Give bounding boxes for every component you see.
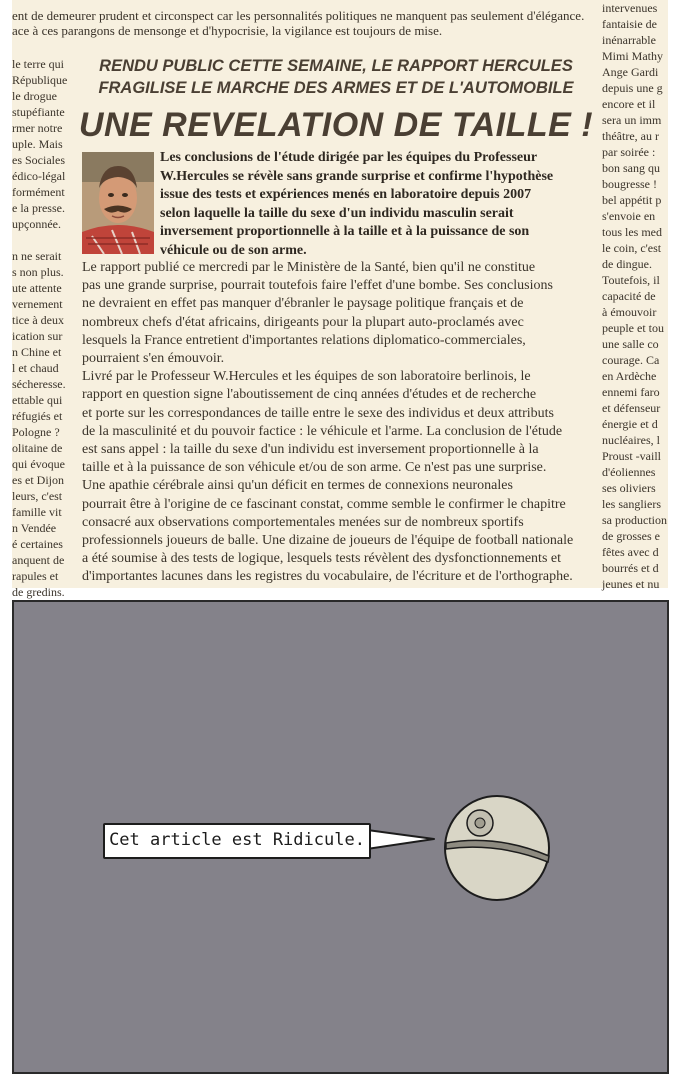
- top-clip-text: [12, 8, 599, 38]
- right-column-line: bel appétit p: [602, 193, 662, 207]
- lead-line: selon laquelle la taille du sexe d'un individu masculin serait: [160, 205, 514, 221]
- speech-bubble: [103, 823, 371, 859]
- left-column-line: s non plus.: [12, 265, 64, 279]
- left-column-line: ettable qui: [12, 393, 63, 407]
- right-column-line: bougresse !: [602, 177, 657, 191]
- speech-bubble-tail: [360, 826, 440, 856]
- left-column-line: leurs, c'est: [12, 489, 63, 503]
- body-line: ne devraient en effet pas manquer d'ébranler le paysage politique français et de: [82, 296, 524, 312]
- body-line: a été soumise à des tests de logique, lesquels tests révèlent des dysfonctionnements et: [82, 551, 561, 567]
- speech-text: Cet article est Ridicule.: [109, 830, 365, 850]
- body-line: pas une grande surprise, pourrait toutefois faire l'effet d'une bombe. Ses conclusions: [82, 278, 553, 294]
- right-column-line: de dingue.: [602, 257, 652, 271]
- left-column-line: rmer notre: [12, 121, 63, 135]
- left-column-text: [12, 56, 68, 600]
- left-column-line: n Chine et: [12, 345, 62, 359]
- right-column-line: s'envoie en: [602, 209, 656, 223]
- left-column-line: édico-légal: [12, 169, 66, 183]
- left-column-line: sécheresse.: [12, 377, 66, 391]
- right-column-line: à émouvoir: [602, 305, 657, 319]
- left-column-line: tice à deux: [12, 313, 64, 327]
- left-column-line: ute attente: [12, 281, 62, 295]
- headline: UNE REVELATION DE TAILLE !: [78, 106, 594, 144]
- kicker-line-1: RENDU PUBLIC CETTE SEMAINE, LE RAPPORT HERCULES: [99, 57, 573, 75]
- left-column-line: anquent de: [12, 553, 65, 567]
- body-line: Le rapport publié ce mercredi par le Ministère de la Santé, bien qu'il ne constitue: [82, 260, 536, 275]
- left-column-line: es et Dijon: [12, 473, 64, 487]
- top-clip-line: ace à ces parangons de mensonge et d'hypocrisie, la vigilance est toujours de mise.: [12, 23, 443, 38]
- left-column-line: formément: [12, 185, 65, 199]
- right-column-line: théâtre, au r: [602, 129, 659, 143]
- right-column-line: par soirée :: [602, 145, 656, 159]
- left-column-line: olitaine de: [12, 441, 63, 455]
- lead-line: véhicule ou de son arme.: [160, 242, 307, 258]
- right-column-line: le coin, c'est: [602, 241, 662, 255]
- right-column-line: encore et il: [602, 97, 656, 111]
- body-line: pourraient s'en émouvoir.: [82, 351, 225, 367]
- right-column-line: inénarrable: [602, 33, 656, 47]
- right-column-line: ses oliviers: [602, 481, 656, 495]
- body-line: Livré par le Professeur W.Hercules et les équipes de son laboratoire berlinois, le: [82, 369, 531, 385]
- left-column-line: [12, 232, 68, 248]
- right-column-line: Proust -vaill: [602, 449, 661, 463]
- left-column-line: République: [12, 73, 68, 87]
- right-column-line: courage. Ca: [602, 353, 660, 367]
- left-column-line: upçonnée.: [12, 217, 61, 231]
- left-column-line: vernement: [12, 297, 63, 311]
- body-line: Une apathie cérébrale ainsi qu'un déficit en termes de connexions neuronales: [82, 478, 513, 494]
- right-column-line: jeunes et nu: [602, 577, 660, 591]
- body-line: d'importantes lacunes dans les registres du vocabulaire, de l'écriture et de l'orthographe.: [82, 569, 573, 585]
- body-line: nombreux chefs d'état africains, dirigeants pour la plupart auto-proclamés avec: [82, 314, 524, 330]
- body-line: pourrait être à l'origine de ce fascinant constat, comme semble le confirmer le chapitre: [82, 496, 566, 512]
- body-line: est sans appel : la taille du sexe d'un individu est inversement proportionnelle à la: [82, 442, 539, 458]
- right-column-line: de grosses e: [602, 529, 660, 543]
- left-column-line: Pologne ?: [12, 425, 60, 439]
- left-column-line: l et chaud: [12, 361, 59, 375]
- right-column-line: et défenseur: [602, 401, 661, 415]
- right-column-line: d'éoliennes: [602, 465, 656, 479]
- newspaper-clipping: [12, 0, 668, 599]
- kicker-line-2: FRAGILISE LE MARCHE DES ARMES ET DE L'AUTOMOBILE: [98, 79, 574, 97]
- right-column-line: les sangliers: [602, 497, 661, 511]
- lead-line: Les conclusions de l'étude dirigée par les équipes du Professeur: [160, 150, 538, 165]
- left-column-line: é certaines: [12, 537, 63, 551]
- right-column-line: Toutefois, il: [602, 273, 660, 287]
- right-column-line: sa production: [602, 513, 667, 527]
- left-column-line: stupéfiante: [12, 105, 65, 119]
- left-column-line: réfugiés et: [12, 409, 63, 423]
- left-column-line: famille vit: [12, 505, 62, 519]
- body-line: professionnels joueurs de balle. Une dizaine de joueurs de l'équipe de football nationale: [82, 533, 574, 549]
- right-column-line: bourrés et d: [602, 561, 659, 575]
- right-column-text: [602, 0, 668, 592]
- top-clip-line: ent de demeurer prudent et circonspect car les personnalités politiques ne manquent pas seulement d'élégance.: [12, 8, 585, 23]
- left-column-line: le terre qui: [12, 57, 64, 71]
- body-line: lesquels la France entretient d'importantes relations diplomatico-commerciales,: [82, 332, 526, 348]
- left-column-line: le drogue: [12, 89, 57, 103]
- right-column-line: peuple et tou: [602, 321, 664, 335]
- left-column-line: es Sociales: [12, 153, 65, 167]
- right-column-line: nucléaires, l: [602, 433, 660, 447]
- right-column-line: bon sang qu: [602, 161, 660, 175]
- body-line: taille et à la puissance de son véhicule et/ou de son arme. Ce n'est pas une surprise.: [82, 460, 547, 476]
- left-column-line: uple. Mais: [12, 137, 63, 151]
- right-column-line: une salle co: [602, 337, 659, 351]
- left-column-line: ication sur: [12, 329, 63, 343]
- body-line: et porte sur les correspondances de taille entre le sexe des individus et deux attributs: [82, 405, 554, 421]
- professor-photo: [82, 152, 154, 254]
- right-column-line: tous les med: [602, 225, 662, 239]
- death-star-sphere: [440, 790, 556, 906]
- right-column-line: intervenues: [602, 1, 658, 15]
- lead-line: W.Hercules se révèle sans grande surprise et confirme l'hypothèse: [160, 168, 554, 184]
- left-column-line: n ne serait: [12, 249, 62, 263]
- lead-line: issue des tests et expériences menés en laboratoire depuis 2007: [160, 187, 532, 202]
- right-column-line: énergie et d: [602, 417, 658, 431]
- body-line: rapport en question signe l'aboutissement de cinq années d'études et de recherche: [82, 387, 537, 403]
- right-column-line: Mimi Mathy: [602, 49, 664, 63]
- right-column-line: depuis une g: [602, 81, 663, 95]
- body-line: de la masculinité et du pouvoir factice : le véhicule et l'arme. La conclusion de l'étude: [82, 423, 563, 439]
- left-column-line: e la presse.: [12, 201, 65, 215]
- article-body: [82, 259, 590, 587]
- right-column-line: capacité de: [602, 289, 656, 303]
- right-column-line: fêtes avec d: [602, 545, 659, 559]
- left-column-line: de gredins.: [12, 585, 65, 599]
- right-column-line: ennemi faro: [602, 385, 660, 399]
- right-column-line: fantaisie de: [602, 17, 657, 31]
- lead-line: inversement proportionnelle à la taille et à la puissance de son: [160, 224, 530, 239]
- right-column-line: sera un imm: [602, 113, 662, 127]
- left-column-line: n Vendée: [12, 521, 57, 535]
- left-column-line: rapules et: [12, 569, 59, 583]
- right-column-line: Ange Gardi: [602, 65, 659, 79]
- left-column-line: qui évoque: [12, 457, 65, 471]
- right-column-line: en Ardèche: [602, 369, 657, 383]
- body-line: consacré aux observations comportementales menées sur de nombreux sportifs: [82, 514, 524, 530]
- lead-paragraph: [160, 149, 590, 260]
